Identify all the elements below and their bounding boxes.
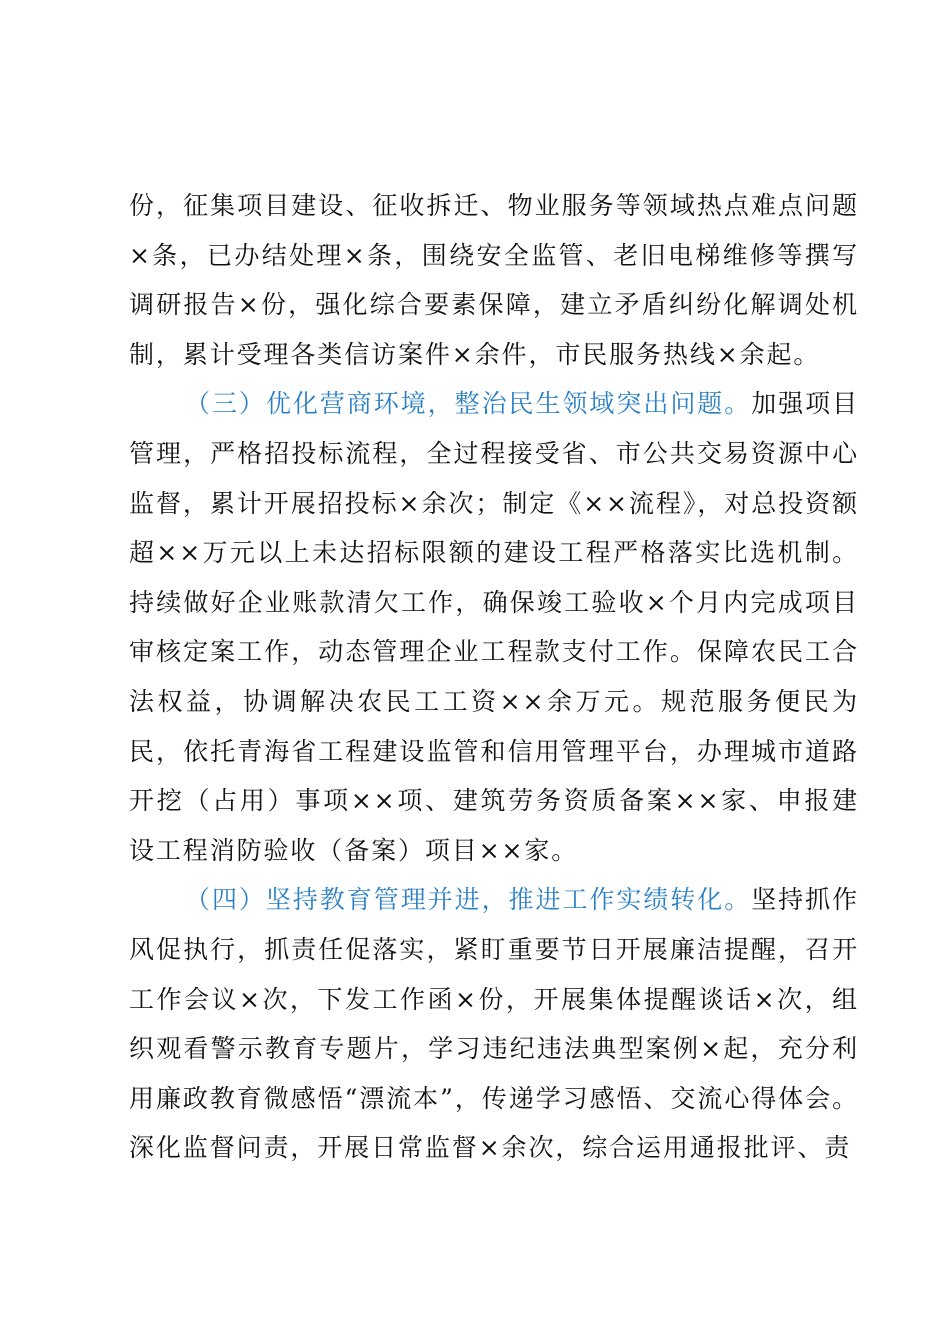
paragraph-1-body: 份，征集项目建设、征收拆迁、物业服务等领域热点难点问题×条，已办结处理×条，围绕安全监管、老旧电梯维修等撰写调研报告×份，强化综合要素保障，建立矛盾纠纷化解调处机制，累计受理各类信访案件×余件，市民服务热线×余起。 xyxy=(129,191,859,369)
paragraph-section-three xyxy=(129,379,859,875)
document-body xyxy=(129,181,859,1173)
paragraph-section-four xyxy=(129,875,859,1173)
section-four-body: 坚持抓作风促执行，抓责任促落实，紧盯重要节日开展廉洁提醒，召开工作会议×次，下发工作函×份，开展集体提醒谈话×次，组织观看警示教育专题片，学习违纪违法典型案例×起，充分利用廉政教育微感悟“漂流本”，传递学习感悟、交流心得体会。深化监督问责，开展日常监督×余次，综合运用通报批评、责 xyxy=(129,885,859,1163)
section-four-heading: （四）坚持教育管理并进，推进工作实绩转化。 xyxy=(185,885,752,915)
paragraph-continuation xyxy=(129,181,859,379)
section-three-body: 加强项目管理，严格招投标流程，全过程接受省、市公共交易资源中心监督，累计开展招投标×余次；制定《××流程》，对总投资额超××万元以上未达招标限额的建设工程严格落实比选机制。持续做好企业账款清欠工作，确保竣工验收×个月内完成项目审核定案工作，动态管理企业工程款支付工作。保障农民工合法权益，协调解决农民工工资××余万元。规范服务便民为民，依托青海省工程建设监管和信用管理平台，办理城市道路开挖（占用）事项××项、建筑劳务资质备案××家、申报建设工程消防验收（备案）项目××家。 xyxy=(129,389,859,865)
section-three-heading: （三）优化营商环境，整治民生领域突出问题。 xyxy=(185,389,752,419)
